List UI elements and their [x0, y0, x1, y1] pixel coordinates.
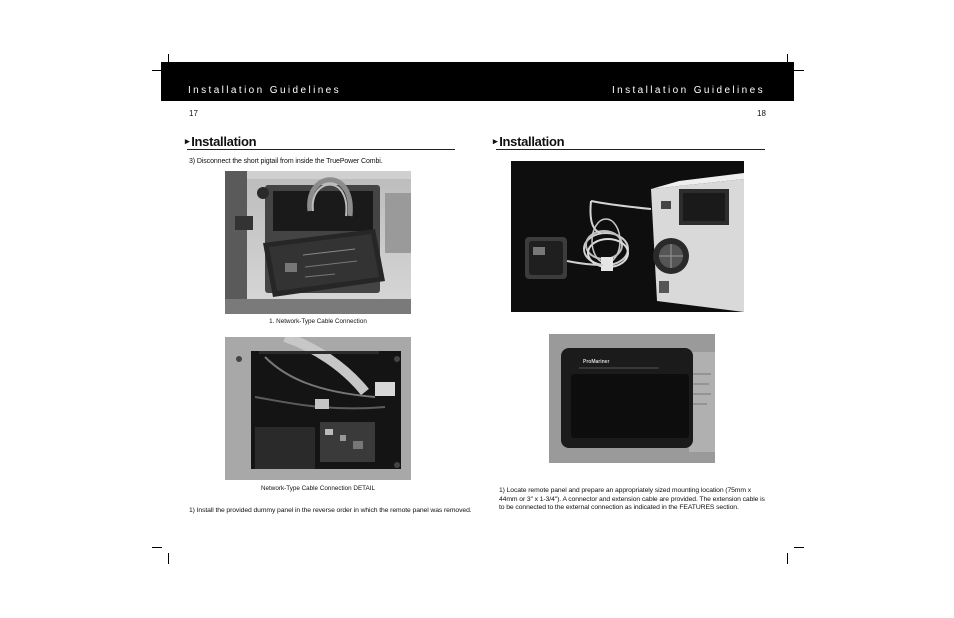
- panel-brand-label: ProMariner: [583, 359, 610, 365]
- page-number-right: 18: [757, 109, 766, 118]
- section-title-left: [185, 134, 256, 149]
- crop-mark: [794, 547, 804, 548]
- bottom-text-left: 1) Install the provided dummy panel in the reverse order in which the remote panel was removed.: [189, 507, 472, 514]
- body-text-right: 1) Locate remote panel and prepare an appropriately sized mounting location (75mm x 44mm or 3" x 1-3/4"). A connector and extension cable are provided. The extension cable is to be connected to the external connection as indicated in the FEATURES section.: [499, 487, 765, 511]
- photo-promariner-panel-art: [549, 334, 715, 463]
- photo2-caption: Network-Type Cable Connection DETAIL: [261, 485, 375, 492]
- photo-remote-panel-and-cable: [511, 161, 744, 312]
- photo-remote-panel-and-cable-art: [511, 161, 744, 312]
- header-title-left: Installation Guidelines: [188, 85, 342, 96]
- section-rule-right: [496, 149, 765, 150]
- step-text-left: 3) Disconnect the short pigtail from inside the TruePower Combi.: [189, 158, 383, 165]
- section-title-right-text: Installation: [499, 134, 565, 149]
- section-rule-left: [187, 149, 455, 150]
- crop-mark: [152, 547, 162, 548]
- triangle-bullet-icon: ▸: [185, 136, 190, 146]
- photo1-caption: 1. Network-Type Cable Connection: [269, 318, 367, 325]
- section-title-left-text: Installation: [191, 134, 257, 149]
- crop-mark: [168, 553, 169, 564]
- triangle-bullet-icon: ▸: [493, 136, 498, 146]
- header-banner: [161, 62, 794, 101]
- page-number-left: 17: [189, 109, 198, 118]
- crop-mark: [787, 553, 788, 564]
- photo-network-cable-connection: [225, 171, 411, 314]
- photo-network-cable-connection-art: [225, 171, 411, 314]
- photo-network-cable-detail-art: [225, 337, 411, 480]
- header-title-right: Installation Guidelines: [611, 85, 765, 96]
- photo-promariner-panel: [549, 334, 715, 463]
- crop-mark: [794, 70, 804, 71]
- photo-network-cable-detail: [225, 337, 411, 480]
- section-title-right: [493, 134, 564, 149]
